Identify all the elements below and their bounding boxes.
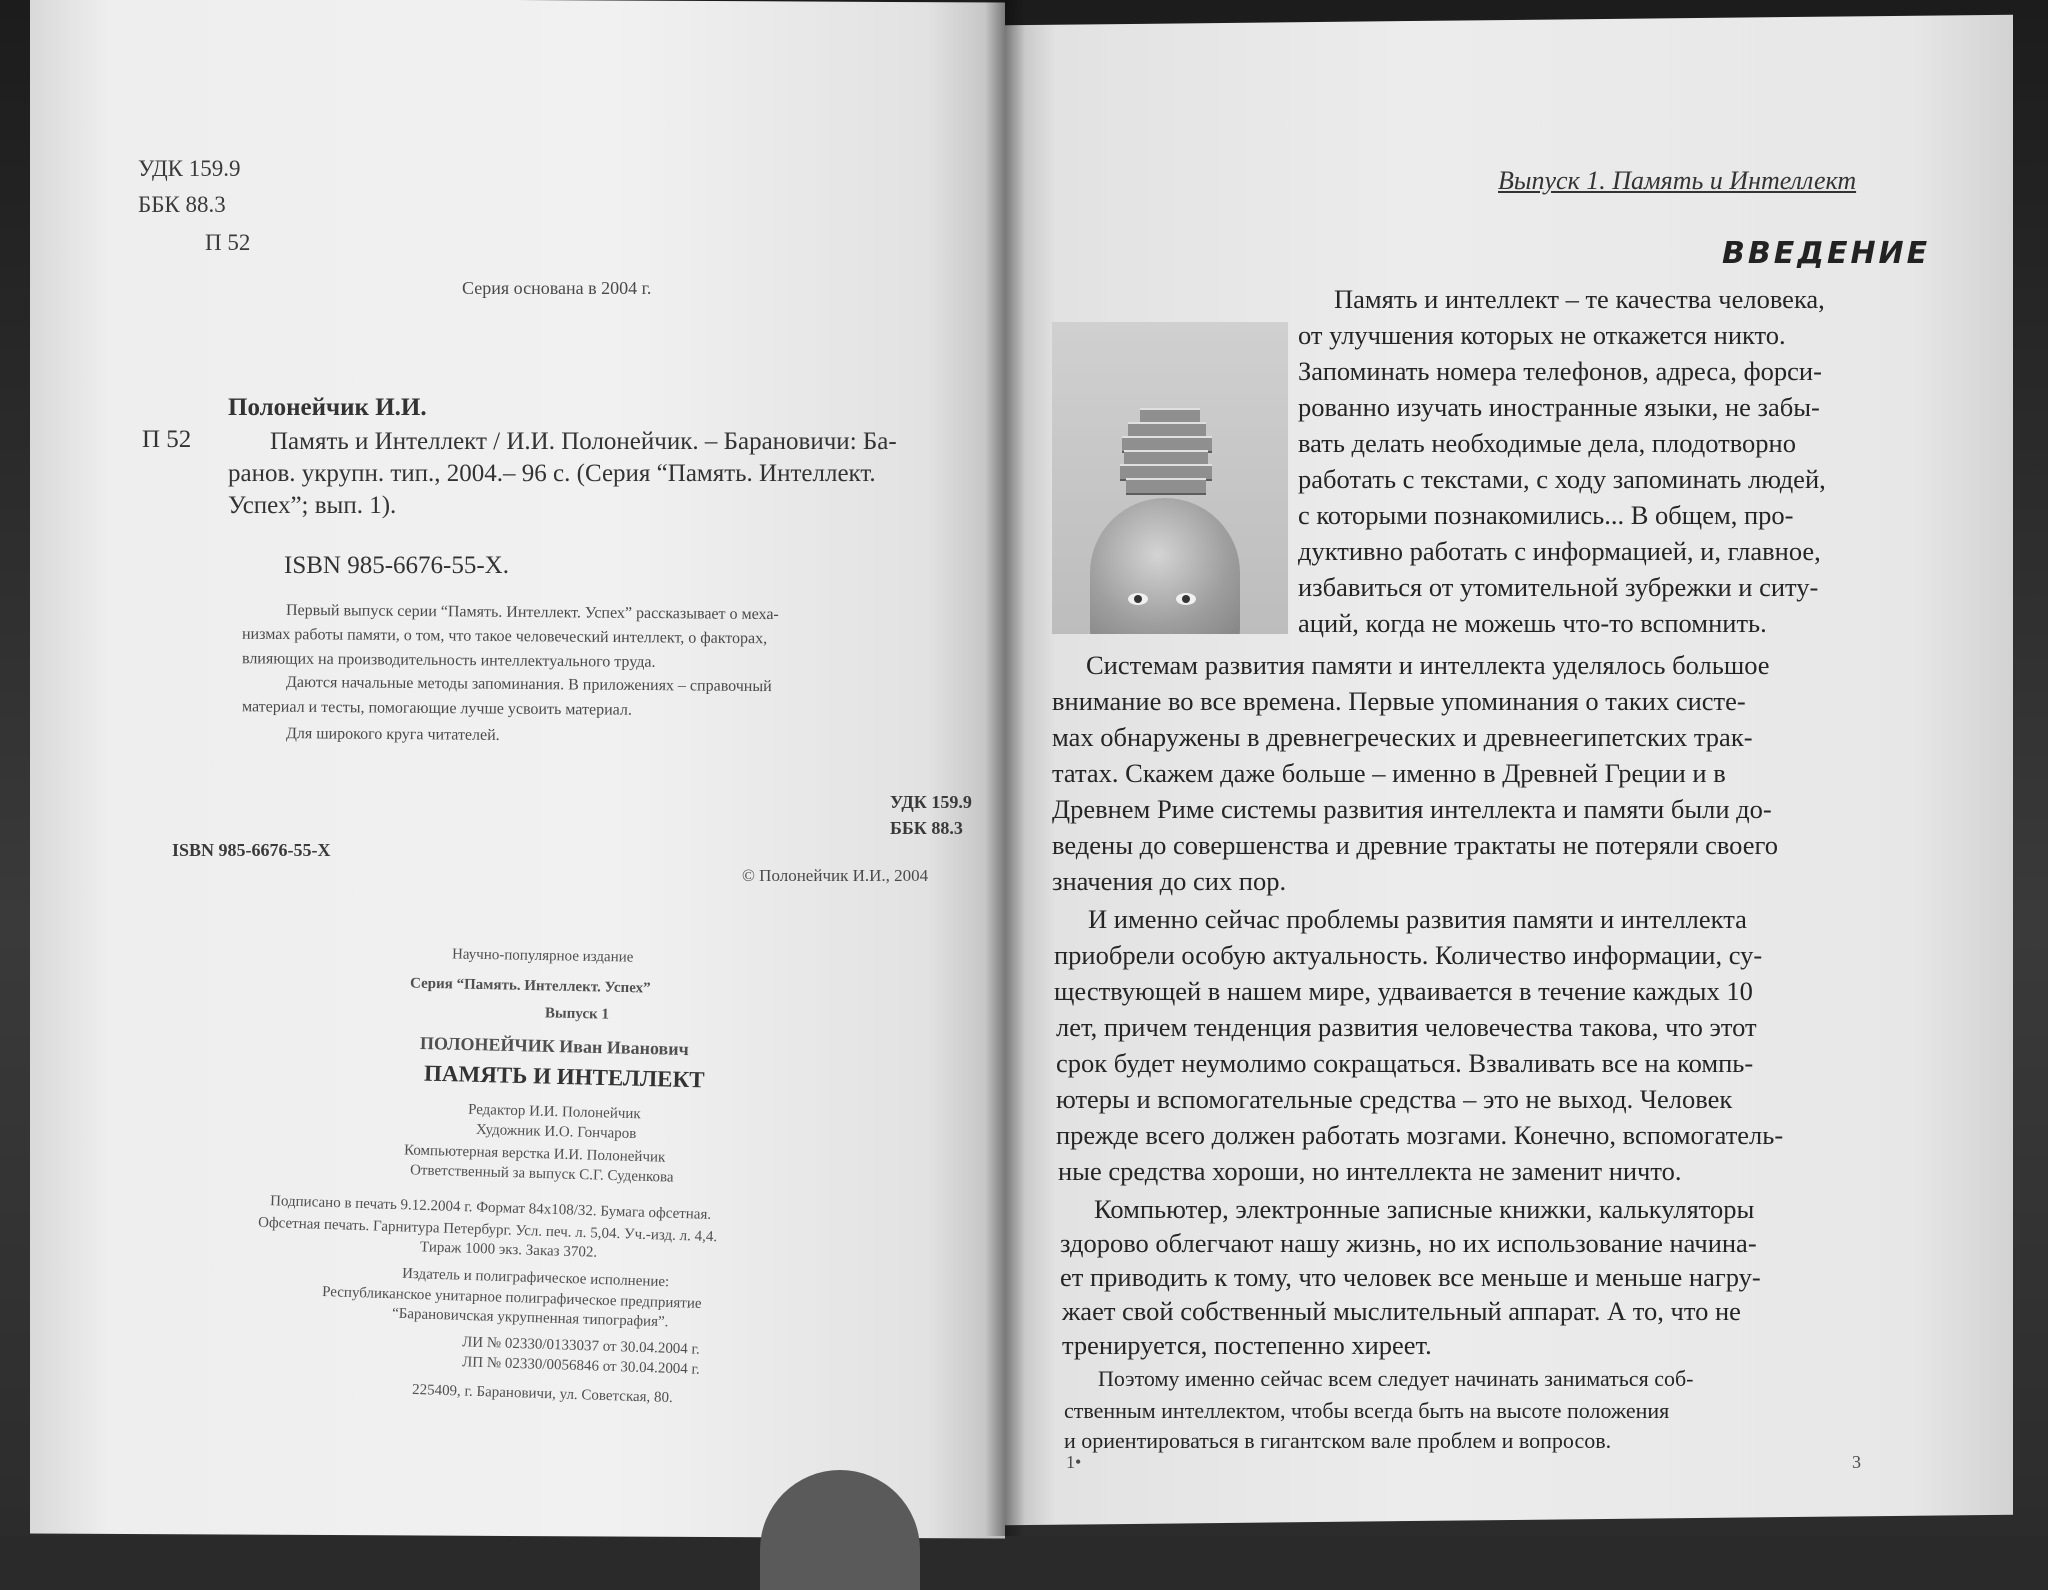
book-gutter (985, 0, 1025, 1536)
intro-line: с которыми познакомились... В общем, про- (1298, 500, 1794, 530)
running-head: Выпуск 1. Память и Интеллект (1498, 166, 1857, 195)
body-line: мах обнаружены в древнегреческих и древнеегипетских трак- (1052, 722, 1753, 752)
imprint-title: ПАМЯТЬ И ИНТЕЛЛЕКТ (423, 1060, 705, 1093)
body-line: прежде всего должен работать мозгами. Конечно, вспомогатель- (1056, 1120, 1784, 1150)
body-line: Поэтому именно сейчас всем следует начинать заниматься соб- (1098, 1366, 1694, 1391)
imprint-issue: Выпуск 1 (544, 1005, 610, 1023)
eye-shape (1176, 593, 1196, 605)
intro-line: работать с текстами, с ходу запоминать людей, (1298, 464, 1826, 494)
section-title: ВВЕДЕНИЕ (1722, 236, 1931, 271)
license-line: ЛИ № 02330/0133037 от 30.04.2004 г. (461, 1334, 701, 1358)
body-line: приобрели особую актуальность. Количество информации, су- (1054, 940, 1763, 970)
biblio-line: Успех”; вып. 1). (228, 492, 397, 519)
publisher-line: Республиканское унитарное полиграфическое предприятие (321, 1284, 702, 1312)
imprint-editor: Редактор И.И. Полонейчик (467, 1101, 641, 1123)
body-line: ет приводить к тому, что человек все меньше и меньше нагру- (1060, 1262, 1761, 1292)
body-line: значения до сих пор. (1052, 866, 1287, 896)
author-heading: Полонейчик И.И. (228, 394, 427, 421)
author-mark: П 52 (142, 426, 192, 453)
intro-line: Память и интеллект – те качества человека, (1334, 284, 1825, 314)
intro-line: Запоминать номера телефонов, адреса, форси- (1298, 356, 1822, 386)
intro-line: вать делать необходимые дела, плодотворно (1298, 428, 1796, 458)
eye-shape (1128, 593, 1148, 605)
signature-mark: 1• (1066, 1452, 1082, 1472)
body-line: внимание во все времена. Первые упоминания о таких систе- (1052, 686, 1746, 716)
annotation-line: влияющих на производительность интеллектуального труда. (241, 650, 656, 671)
annotation-line: низмах работы памяти, о том, что такое человеческий интеллект, о факторах, (241, 625, 768, 648)
udk-code-top: УДК 159.9 (138, 156, 241, 181)
body-line: ные средства хороши, но интеллекта не заменит ничто. (1058, 1156, 1682, 1186)
edition-type: Научно-популярное издание (451, 946, 634, 966)
intro-line: рованно изучать иностранные языки, не забы- (1298, 392, 1820, 422)
print-line: Офсетная печать. Гарнитура Петербург. Усл. печ. л. 5,04. Уч.-изд. л. 4,4. (257, 1214, 718, 1246)
isbn-line: ISBN 985-6676-55-X. (284, 552, 509, 579)
bbk-code-bottom: ББК 88.3 (890, 818, 963, 838)
imprint-author: ПОЛОНЕЙЧИК Иван Иванович (419, 1032, 689, 1060)
body-line: Древнем Риме системы развития интеллекта и памяти были до- (1052, 794, 1772, 824)
body-line: жает свой собственный мыслительный аппарат. А то, что не (1062, 1296, 1741, 1326)
body-line: тренируется, постепенно хиреет. (1062, 1330, 1432, 1360)
body-line: Компьютер, электронные записные книжки, калькуляторы (1094, 1194, 1755, 1224)
intro-line: аций, когда не можешь что-то вспомнить. (1298, 608, 1767, 638)
body-line: ществующей в нашем мире, удваивается в течение каждых 10 (1054, 976, 1753, 1006)
annotation-line: материал и тесты, помогающие лучше усвоить материал. (241, 698, 632, 719)
body-line: И именно сейчас проблемы развития памяти и интеллекта (1088, 904, 1747, 934)
annotation-line: Даются начальные методы запоминания. В приложениях – справочный (285, 673, 772, 696)
biblio-line: Память и Интеллект / И.И. Полонейчик. – Барановичи: Ба- (270, 428, 897, 455)
body-line: здорово облегчают нашу жизнь, но их использование начина- (1060, 1228, 1757, 1258)
body-line: ютеры и вспомогательные средства – это не выход. Человек (1056, 1084, 1733, 1114)
body-line: ведены до совершенства и древние трактаты не потеряли своего (1052, 830, 1778, 860)
body-line: Системам развития памяти и интеллекта уделялось большое (1086, 650, 1770, 680)
publisher-line: Издатель и полиграфическое исполнение: (401, 1265, 670, 1291)
body-line: лет, причем тенденция развития человечества такова, что этот (1056, 1012, 1757, 1042)
print-line: Подписано в печать 9.12.2004 г. Формат 84х108/32. Бумага офсетная. (269, 1193, 712, 1223)
author-mark-top: П 52 (205, 230, 251, 255)
copyright: © Полонейчик И.И., 2004 (742, 866, 929, 885)
body-line: и ориентироваться в гигантском вале проблем и вопросов. (1064, 1428, 1612, 1453)
intro-line: от улучшения которых не откажется никто. (1298, 320, 1786, 350)
biblio-line: ранов. укрупн. тип., 2004.– 96 с. (Серия “Память. Интеллект. (228, 460, 876, 487)
imprint-artist: Художник И.О. Гончаров (475, 1121, 637, 1143)
imprint-responsible: Ответственный за выпуск С.Г. Суденкова (409, 1162, 674, 1186)
annotation-line: Первый выпуск серии “Память. Интеллект. Успех” рассказывает о меха- (285, 601, 779, 624)
illustration-head-with-books (1052, 322, 1288, 634)
udk-code-bottom: УДК 159.9 (890, 792, 972, 812)
isbn-bottom: ISBN 985-6676-55-X (172, 840, 331, 860)
publisher-address: 225409, г. Барановичи, ул. Советская, 80. (411, 1381, 674, 1407)
intro-line: избавиться от утомительной зубрежки и ситу- (1298, 572, 1819, 602)
publisher-line: “Барановичская укрупненная типография”. (391, 1305, 669, 1331)
imprint-series: Серия “Память. Интеллект. Успех” (409, 975, 651, 997)
intro-line: дуктивно работать с информацией, и, главное, (1298, 536, 1821, 566)
bald-head-shape (1090, 498, 1240, 634)
annotation-line: Для широкого круга читателей. (285, 725, 500, 744)
body-line: татах. Скажем даже больше – именно в Древней Греции и в (1052, 758, 1726, 788)
left-page (30, 0, 1005, 1539)
bbk-code-top: ББК 88.3 (138, 192, 226, 217)
imprint-layout: Компьютерная верстка И.И. Полонейчик (403, 1142, 666, 1166)
series-founded: Серия основана в 2004 г. (462, 278, 652, 298)
print-line: Тираж 1000 экз. Заказ 3702. (419, 1239, 598, 1261)
page-number: 3 (1852, 1452, 1861, 1472)
body-line: ственным интеллектом, чтобы всегда быть на высоте положения (1064, 1398, 1670, 1423)
body-line: срок будет неумолимо сокращаться. Взваливать все на компь- (1056, 1048, 1754, 1078)
license-line: ЛП № 02330/0056846 от 30.04.2004 г. (461, 1354, 701, 1378)
